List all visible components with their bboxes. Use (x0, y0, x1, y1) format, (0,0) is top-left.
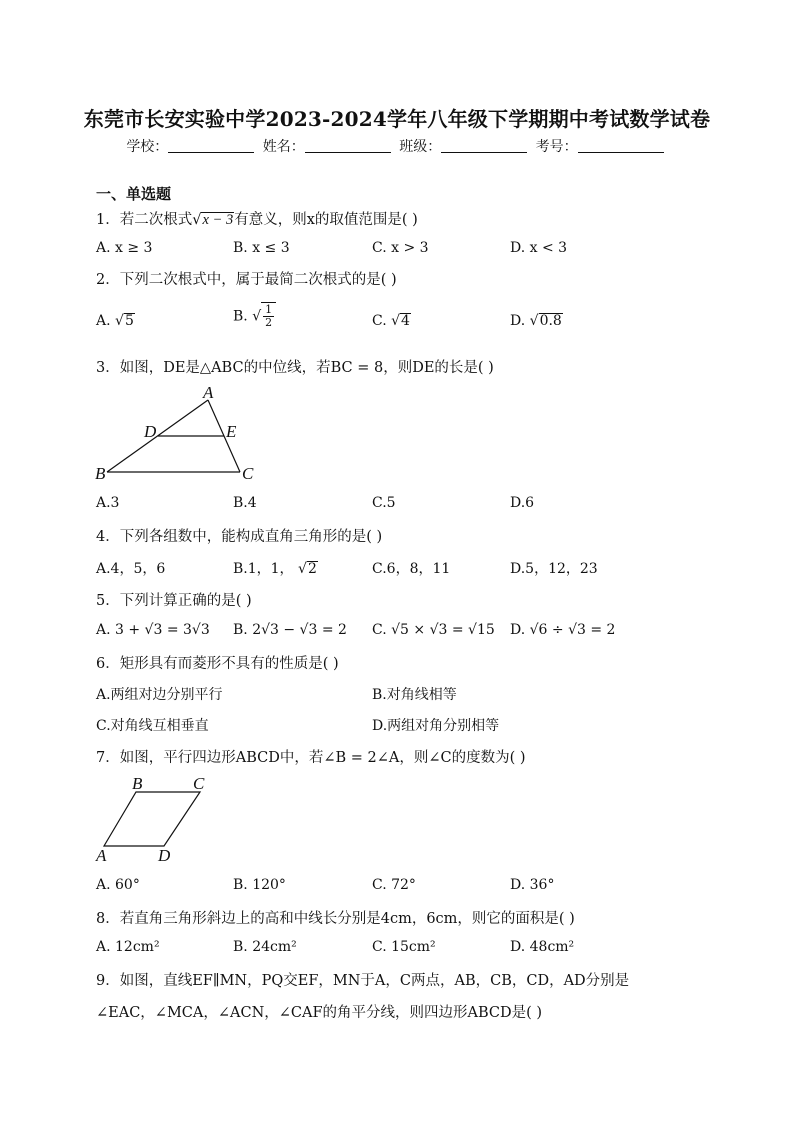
q8-option-b: B. 24cm² (233, 939, 297, 955)
parallelogram-abcd (104, 792, 200, 846)
page-title: 东莞市长安实验中学2023-2024学年八年级下学期期中考试数学试卷 (83, 107, 711, 131)
number-label: 考号： (535, 139, 578, 155)
q7-option-a: A. 60° (96, 877, 140, 893)
q3-option-d: D.6 (510, 495, 535, 511)
q8-option-c: C. 15cm² (372, 939, 436, 955)
student-info-line (0, 136, 794, 156)
label-c: C (242, 464, 254, 483)
q3-triangle-figure (90, 383, 265, 483)
q8-option-d: D. 48cm² (510, 939, 575, 955)
q6-option-c: C.对角线互相垂直 (96, 718, 209, 734)
label-a: A (96, 846, 107, 865)
school-blank (168, 138, 254, 153)
question-9-line-2: ∠EAC，∠MCA，∠ACN，∠CAF的角平分线，则四边形ABCD是( ) (96, 1005, 543, 1021)
q3-option-c: C.5 (372, 495, 396, 511)
question-6: 6．矩形具有而菱形不具有的性质是( ) (96, 656, 339, 672)
question-3: 3．如图，DE是△ABC的中位线，若BC = 8，则DE的长是( ) (96, 360, 494, 376)
question-9-line-1: 9．如图，直线EF∥MN，PQ交EF，MN于A，C两点，AB，CB，CD，AD分别是 (96, 973, 630, 989)
label-d: D (144, 422, 157, 441)
q6-option-b: B.对角线相等 (372, 687, 457, 703)
q5-option-a: A. 3 + √3 = 3√3 (96, 622, 210, 638)
q1-option-b: B. x ≤ 3 (233, 240, 290, 256)
q4-option-b: B.1，1， √2 (233, 561, 317, 577)
q7-option-b: B. 120° (233, 877, 286, 893)
label-d: D (158, 846, 171, 865)
label-b: B (132, 774, 143, 793)
label-c: C (193, 774, 205, 793)
q4-option-c: C.6，8，11 (372, 561, 451, 577)
q5-option-b: B. 2√3 − √3 = 2 (233, 622, 347, 638)
q2-fraction: $\frac{1}{2}$ (265, 303, 273, 329)
q2-option-c: C. √4 (372, 313, 410, 329)
q5-option-c: C. √5 × √3 = √15 (372, 622, 495, 638)
q1-option-a: A. x ≥ 3 (96, 240, 153, 256)
question-1: 1．若二次根式√x − 3有意义，则x的取值范围是( ) (96, 212, 418, 228)
school-label: 学校： (126, 139, 169, 155)
question-8: 8．若直角三角形斜边上的高和中线长分别是4cm，6cm，则它的面积是( ) (96, 911, 575, 927)
question-5: 5．下列计算正确的是( ) (96, 593, 252, 609)
label-a: A (203, 383, 214, 402)
q8-option-a: A. 12cm² (96, 939, 160, 955)
name-blank (305, 138, 391, 153)
q1-radicand: x − 3 (202, 212, 234, 228)
label-b: B (95, 464, 106, 483)
q7-option-d: D. 36° (510, 877, 555, 893)
name-label: 姓名： (262, 139, 305, 155)
q4-option-d: D.5，12，23 (510, 561, 598, 577)
q7-parallelogram-figure (92, 773, 222, 868)
q6-option-a: A.两组对边分别平行 (96, 687, 223, 703)
q3-option-b: B.4 (233, 495, 257, 511)
q1-option-c: C. x > 3 (372, 240, 429, 256)
q1-option-d: D. x < 3 (510, 240, 568, 256)
question-4: 4．下列各组数中，能构成直角三角形的是( ) (96, 529, 383, 545)
question-7: 7．如图，平行四边形ABCD中，若∠B = 2∠A，则∠C的度数为( ) (96, 750, 526, 766)
q2-option-b: B. √ $\frac{1}{2}$ (233, 302, 276, 330)
q6-option-d: D.两组对角分别相等 (372, 718, 500, 734)
class-blank (441, 138, 527, 153)
q7-option-c: C. 72° (372, 877, 416, 893)
class-label: 班级： (399, 139, 442, 155)
q2-option-a: A. √5 (96, 313, 134, 329)
q4-option-a: A.4，5，6 (96, 561, 166, 577)
section-heading: 一、单选题 (96, 185, 172, 203)
number-blank (578, 138, 664, 153)
q3-option-a: A.3 (96, 495, 120, 511)
q5-option-d: D. √6 ÷ √3 = 2 (510, 622, 616, 638)
question-2: 2．下列二次根式中，属于最简二次根式的是( ) (96, 272, 397, 288)
label-e: E (226, 422, 237, 441)
q2-option-d: D. √0.8 (510, 313, 562, 329)
